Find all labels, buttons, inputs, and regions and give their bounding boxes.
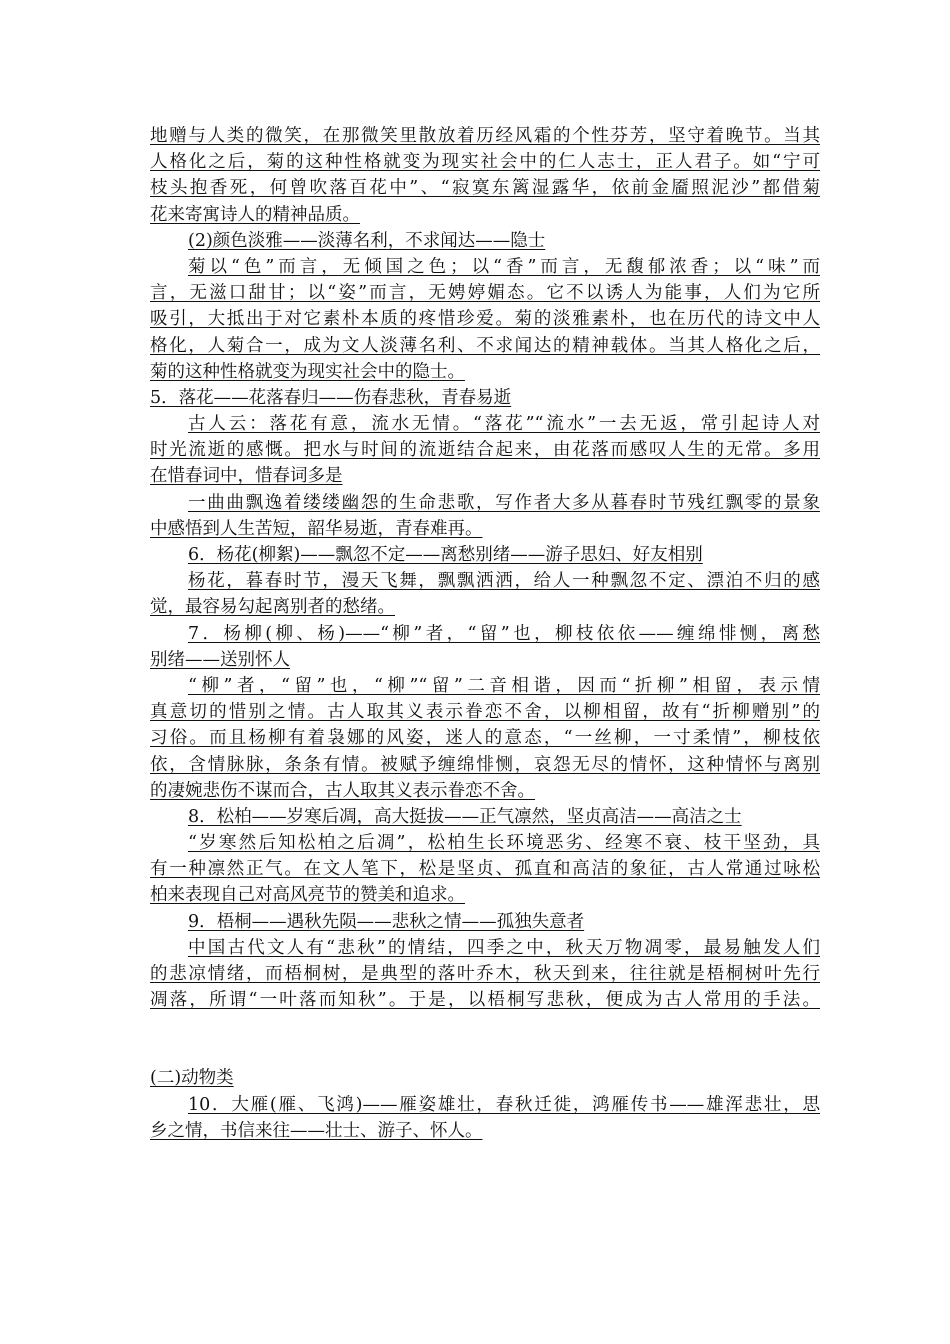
text-line: 中感悟到人生苦短，韶华易逝，青春难再。 bbox=[150, 518, 483, 539]
text-line: 菊的这种性格就变为现实社会中的隐士。 bbox=[150, 361, 465, 382]
text-line: 真意切的惜别之情。古人取其义表示眷恋不舍，以柳相留，故有“折柳赠别”的 bbox=[150, 702, 820, 723]
category-heading: (二)动物类 bbox=[150, 1068, 234, 1089]
blank-gap bbox=[150, 1013, 820, 1065]
text-line: 人格化之后，菊的这种性格就变为现实社会中的仁人志士，正人君子。如“宁可 bbox=[150, 152, 820, 173]
section-heading: 10．大雁(雁、飞鸿)——雁姿雄壮，春秋迁徙，鸿雁传书——雄浑悲壮，思 bbox=[188, 1094, 820, 1115]
text-line: 一曲曲飘逸着缕缕幽怨的生命悲歌，写作者大多从暮春时节残红飘零的景象 bbox=[188, 492, 820, 513]
text-line: 依，含情脉脉，条条有情。被赋予缠绵悱恻，哀怨无尽的情怀，这种情怀与离别 bbox=[150, 754, 820, 775]
text-line: 有一种凛然正气。在文人笔下，松是坚贞、孤直和高洁的象征，古人常通过咏松 bbox=[150, 859, 820, 880]
document-body bbox=[150, 123, 820, 1144]
text-line: 凋落，所谓“一叶落而知秋”。于是，以梧桐写悲秋，便成为古人常用的手法。 bbox=[150, 990, 820, 1011]
text-line: 杨花，暮春时节，漫天飞舞，飘飘洒洒，给人一种飘忽不定、漂泊不归的感 bbox=[188, 571, 820, 592]
section-heading: (2)颜色淡雅——淡薄名利，不求闻达——隐士 bbox=[188, 230, 546, 251]
text-line: 花来寄寓诗人的精神品质。 bbox=[150, 204, 360, 225]
text-line: 习俗。而且杨柳有着袅娜的风姿，迷人的意态，“一丝柳，一寸柔情”，柳枝依 bbox=[150, 728, 820, 749]
text-line: 觉，最容易勾起离别者的愁绪。 bbox=[150, 597, 395, 618]
section-heading: 5．落花——花落春归——伤春悲秋，青春易逝 bbox=[150, 387, 512, 408]
text-line: 吸引，大抵出于对它素朴本质的疼惜珍爱。菊的淡雅素朴，也在历代的诗文中人 bbox=[150, 309, 820, 330]
text-line: 枝头抱香死，何曾吹落百花中”、“寂寞东篱湿露华，依前金靥照泥沙”都借菊 bbox=[150, 178, 820, 199]
text-line: 中国古代文人有“悲秋”的情结，四季之中，秋天万物凋零，最易触发人们 bbox=[188, 937, 820, 958]
section-heading: 7．杨柳(柳、杨)——“柳”者，“留”也，柳枝依依——缠绵悱恻，离愁 bbox=[188, 623, 820, 644]
text-line: 的悲凉情绪，而梧桐树，是典型的落叶乔木，秋天到来，往往就是梧桐树叶先行 bbox=[150, 964, 820, 984]
section-heading: 8．松柏——岁寒后凋，高大挺拔——正气凛然，坚贞高洁——高洁之士 bbox=[188, 806, 742, 827]
text-line: 的凄婉悲伤不谋而合，古人取其义表示眷恋不舍。 bbox=[150, 780, 535, 801]
text-line: 菊以“色”而言，无倾国之色；以“香”而言，无馥郁浓香；以“味”而 bbox=[188, 256, 820, 277]
text-line: 言，无滋口甜甘；以“姿”而言，无娉婷媚态。它不以诱人为能事，人们为它所 bbox=[150, 283, 820, 304]
text-line: 柏来表现自己对高风亮节的赞美和追求。 bbox=[150, 885, 465, 906]
text-line: 在惜春词中，惜春词多是 bbox=[150, 466, 343, 487]
text-line: 格化，人菊合一，成为文人淡薄名利、不求闻达的精神载体。当其人格化之后， bbox=[150, 335, 820, 356]
text-line: 乡之情，书信来往——壮士、游子、怀人。 bbox=[150, 1120, 483, 1141]
text-line: “岁寒然后知松柏之后凋”，松柏生长环境恶劣、经寒不衰、枝干坚劲，具 bbox=[188, 833, 820, 854]
text-line: 古人云：落花有意，流水无情。“落花”“流水”一去无返，常引起诗人对 bbox=[188, 414, 820, 435]
section-heading: 6．杨花(柳絮)——飘忽不定——离愁别绪——游子思妇、好友相别 bbox=[188, 545, 703, 565]
section-heading: 别绪——送别怀人 bbox=[150, 649, 290, 670]
text-line: “柳”者，“留”也，“柳”“留”二音相谐，因而“折柳”相留，表示情 bbox=[188, 675, 820, 696]
text-line: 地赠与人类的微笑，在那微笑里散放着历经风霜的个性芬芳，坚守着晚节。当其 bbox=[150, 126, 820, 146]
section-heading: 9．梧桐——遇秋先陨——悲秋之情——孤独失意者 bbox=[188, 911, 585, 932]
text-line: 时光流逝的感慨。把水与时间的流逝结合起来，由花落而感叹人生的无常。多用 bbox=[150, 440, 820, 461]
